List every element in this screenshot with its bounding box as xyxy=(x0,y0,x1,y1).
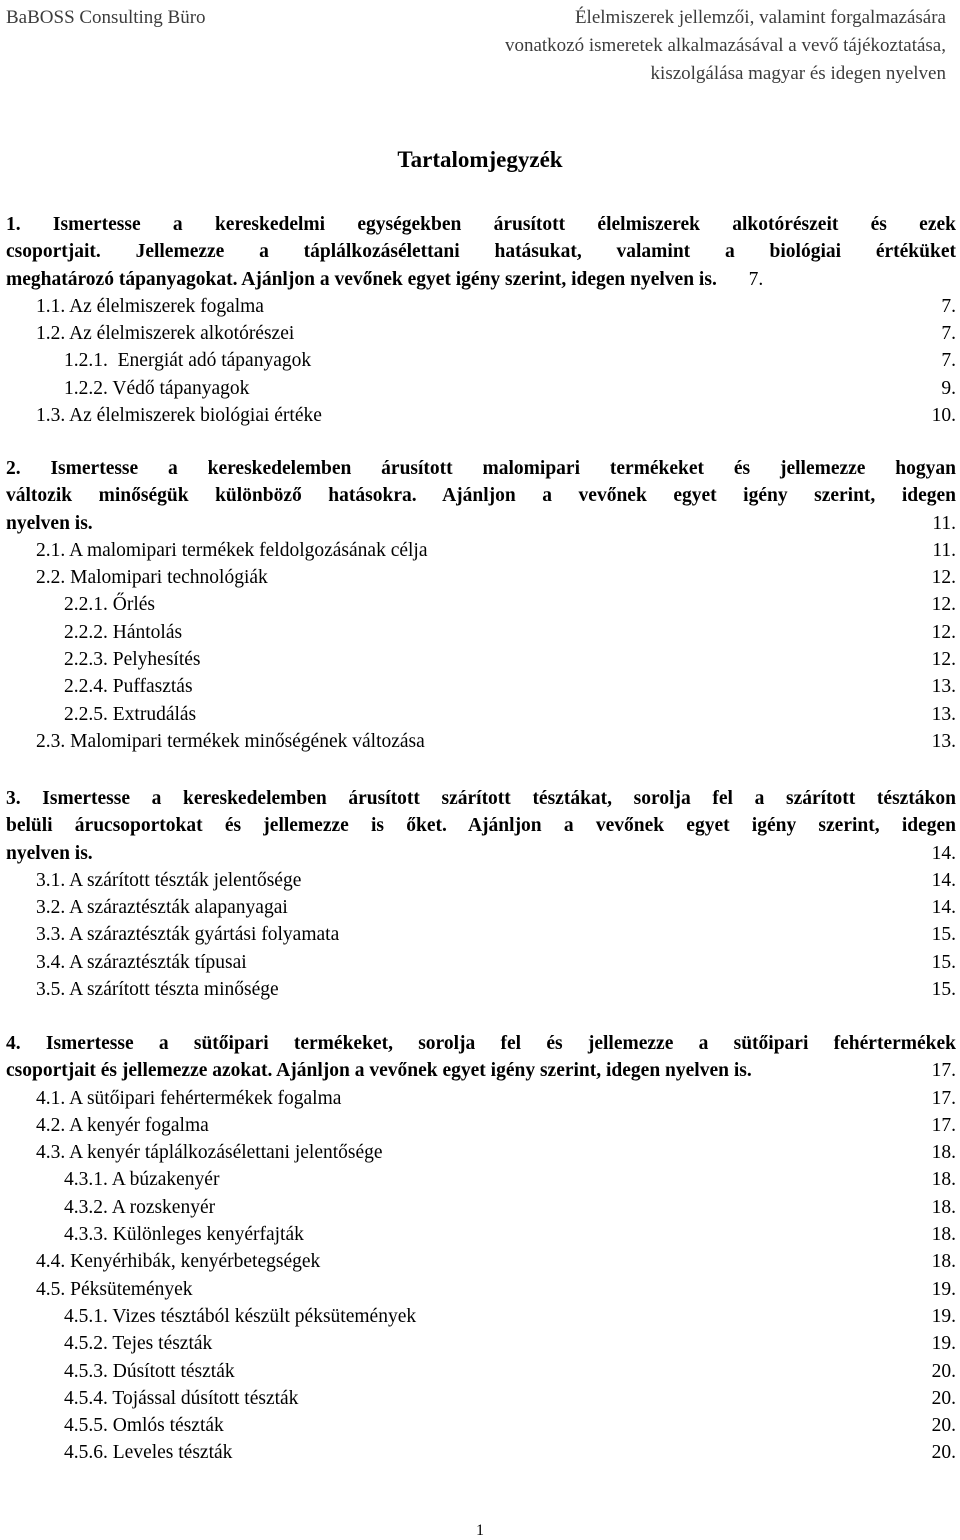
toc-entry-title: Különleges kenyérfajták xyxy=(112,1224,304,1246)
toc-entry-page: 18. xyxy=(931,1142,956,1164)
toc-entry-number: 2.2.3. xyxy=(64,649,108,671)
toc-entry-number: 4.3. xyxy=(36,1142,66,1164)
toc-entry-title: Energiát adó tápanyagok xyxy=(117,350,312,372)
toc-entry-number: 2.3. xyxy=(36,730,66,752)
toc-heading-line: csoportjait és jellemezze azokat. Ajánljon a vevőnek egyet igény szerint, idegen nyelven is. xyxy=(6,1060,752,1082)
toc-entry-number: 4.4. xyxy=(36,1251,66,1273)
toc-entry[interactable] xyxy=(6,976,956,1003)
toc-entry[interactable] xyxy=(6,1166,956,1193)
toc-entry-title: Az élelmiszerek biológiai értéke xyxy=(69,405,322,427)
toc-entry-number: 3.2. xyxy=(36,897,66,919)
toc-entry-page: 18. xyxy=(931,1224,956,1246)
toc-entry[interactable] xyxy=(6,867,956,894)
toc-entry-page: 12. xyxy=(931,649,956,671)
toc-entry-title: Védő tápanyagok xyxy=(112,377,250,399)
toc-entry-page: 15. xyxy=(931,979,956,1001)
toc-entry-page: 7. xyxy=(941,350,956,372)
toc-heading-line[interactable]: csoportjait. Jellemezze a táplálkozásélettani hatásukat, valamint a biológiai értéküket xyxy=(6,241,956,263)
toc-entry-page: 10. xyxy=(931,405,956,427)
toc-heading-line[interactable]: 2. Ismertesse a kereskedelemben árusított malomipari termékeket és jellemezze hogyan xyxy=(6,458,956,479)
toc-entry[interactable] xyxy=(6,320,956,347)
toc-heading-page: 11. xyxy=(932,512,956,534)
toc-heading-line[interactable]: 1. Ismertesse a kereskedelmi egységekben árusított élelmiszerek alkotórészeit és ezek xyxy=(6,214,956,235)
toc-entry-page: 14. xyxy=(931,869,956,891)
toc-entry-number: 4.3.3. xyxy=(64,1224,108,1246)
toc-entry-number: 4.5.1. xyxy=(64,1305,108,1327)
toc-entry-title: Péksütemények xyxy=(70,1278,193,1300)
toc-entry-title: Dúsított tészták xyxy=(112,1360,235,1382)
toc-entry-page: 20. xyxy=(931,1442,956,1464)
toc-entry[interactable] xyxy=(6,1085,956,1112)
toc-entry-page: 20. xyxy=(931,1360,956,1382)
toc-entry-page: 11. xyxy=(932,539,956,561)
toc-entry-number: 2.2.4. xyxy=(64,676,108,698)
toc-entry-number: 2.2.5. xyxy=(64,703,108,725)
toc-heading-line[interactable]: változik minőségük különböző hatásokra. Ajánljon a vevőnek egyet igény szerint, idegen xyxy=(6,485,956,507)
toc-entry-title: A búzakenyér xyxy=(111,1169,220,1191)
toc-entry-number: 4.5.3. xyxy=(64,1360,108,1382)
toc-entry-page: 12. xyxy=(931,594,956,616)
toc-entry-number: 2.1. xyxy=(36,539,66,561)
toc-heading-line: meghatározó tápanyagokat. Ajánljon a vevőnek egyet igény szerint, idegen nyelven is. xyxy=(6,268,717,290)
toc-entry-title: A száraztészták típusai xyxy=(69,951,247,973)
toc-heading-last-line[interactable] xyxy=(6,1057,956,1084)
toc-entry[interactable] xyxy=(6,1248,956,1275)
toc-entry-title: A szárított tészták jelentősége xyxy=(69,869,302,891)
toc-entry-number: 1.3. xyxy=(36,405,66,427)
header-left: BaBOSS Consulting Büro xyxy=(6,7,206,28)
toc-entry-title: A kenyér fogalma xyxy=(69,1114,209,1136)
toc-heading-page: 7. xyxy=(748,268,764,290)
toc-entry-number: 4.5.4. xyxy=(64,1387,108,1409)
toc-heading-last-line[interactable] xyxy=(6,510,956,537)
toc-entry-title: Puffasztás xyxy=(112,676,193,698)
toc-entry[interactable] xyxy=(6,1194,956,1221)
toc-entry-number: 4.1. xyxy=(36,1087,66,1109)
toc-entry-page: 18. xyxy=(931,1251,956,1273)
toc-entry[interactable] xyxy=(6,1412,956,1439)
toc-heading-line[interactable]: 4. Ismertesse a sütőipari termékeket, sorolja fel és jellemezze a sütőipari fehértermékek xyxy=(6,1033,956,1054)
toc-entry[interactable] xyxy=(6,1385,956,1412)
toc-entry[interactable] xyxy=(6,921,956,948)
toc-heading-last-line[interactable] xyxy=(6,840,956,867)
toc-entry[interactable] xyxy=(6,894,956,921)
toc-entry[interactable] xyxy=(6,347,956,374)
toc-entry[interactable] xyxy=(6,673,956,700)
toc-heading-page: 17. xyxy=(931,1060,956,1082)
toc-entry-title: Leveles tészták xyxy=(112,1442,233,1464)
toc-entry[interactable] xyxy=(6,375,956,402)
toc-entry[interactable] xyxy=(6,591,956,618)
toc-entry-number: 4.2. xyxy=(36,1114,66,1136)
toc-entry-title: A sütőipari fehértermékek fogalma xyxy=(69,1087,342,1109)
toc-entry-page: 13. xyxy=(931,676,956,698)
toc-entry-page: 13. xyxy=(931,730,956,752)
toc-entry-number: 2.2. xyxy=(36,567,66,589)
toc-entry-number: 4.3.2. xyxy=(64,1196,108,1218)
toc-entry-title: A száraztészták gyártási folyamata xyxy=(69,924,340,946)
toc-entry-page: 17. xyxy=(931,1087,956,1109)
toc-heading-line: nyelven is. xyxy=(6,842,93,864)
page-number: 1 xyxy=(476,1522,484,1539)
toc-entry[interactable] xyxy=(6,1112,956,1139)
toc-entry-number: 4.5.2. xyxy=(64,1333,108,1355)
toc-entry-page: 19. xyxy=(931,1278,956,1300)
toc-entry-title: Omlós tészták xyxy=(112,1415,224,1437)
toc-entry-title: Hántolás xyxy=(112,621,183,643)
toc-entry[interactable] xyxy=(6,728,956,755)
toc-entry[interactable] xyxy=(6,949,956,976)
toc-heading-line[interactable]: 3. Ismertesse a kereskedelemben árusított szárított tésztákat, sorolja fel a szárított tésztákon xyxy=(6,788,956,809)
toc-entry-title: A malomipari termékek feldolgozásának célja xyxy=(69,539,428,561)
toc-entry-page: 12. xyxy=(931,567,956,589)
toc-entry-number: 1.2.1. xyxy=(64,350,108,372)
toc-entry-number: 2.2.2. xyxy=(64,621,108,643)
toc-entry-page: 7. xyxy=(941,323,956,345)
page-title: Tartalomjegyzék xyxy=(397,147,563,172)
toc-entry-page: 12. xyxy=(931,621,956,643)
toc-entry-number: 3.3. xyxy=(36,924,66,946)
toc-entry[interactable] xyxy=(6,1139,956,1166)
toc-entry-number: 3.1. xyxy=(36,869,66,891)
toc-entry-title: A száraztészták alapanyagai xyxy=(69,897,288,919)
toc-section-2 xyxy=(6,455,956,755)
toc-entry-title: Az élelmiszerek alkotórészei xyxy=(69,323,295,345)
toc-entry-page: 9. xyxy=(941,377,956,399)
toc-section-3 xyxy=(6,785,956,1003)
toc-entry-page: 18. xyxy=(931,1169,956,1191)
toc-entry[interactable] xyxy=(6,1276,956,1303)
toc-entry-title: Az élelmiszerek fogalma xyxy=(69,295,264,317)
toc-entry[interactable] xyxy=(6,619,956,646)
toc-entry-page: 20. xyxy=(931,1415,956,1437)
toc-entry-title: A rozskenyér xyxy=(111,1196,216,1218)
toc-entry-page: 17. xyxy=(931,1114,956,1136)
header-right-line: kiszolgálása magyar és idegen nyelven xyxy=(650,63,946,84)
toc-entry-title: Malomipari technológiák xyxy=(70,567,268,589)
toc-entry-page: 7. xyxy=(941,295,956,317)
toc-entry-title: Extrudálás xyxy=(112,703,197,725)
toc-entry-number: 1.1. xyxy=(36,295,66,317)
toc-entry[interactable] xyxy=(6,646,956,673)
toc-entry-title: Kenyérhibák, kenyérbetegségek xyxy=(70,1251,321,1273)
toc-entry-page: 15. xyxy=(931,924,956,946)
toc-heading-line[interactable]: belüli árucsoportokat és jellemezze is őket. Ajánljon a vevőnek egyet igény szerint, idegen xyxy=(6,815,956,837)
toc-entry-page: 15. xyxy=(931,951,956,973)
toc-entry-title: Pelyhesítés xyxy=(112,649,201,671)
toc-entry[interactable] xyxy=(6,1221,956,1248)
toc-entry-page: 19. xyxy=(931,1305,956,1327)
header-right-line: vonatkozó ismeretek alkalmazásával a vevő tájékoztatása, xyxy=(504,35,946,56)
toc-entry[interactable] xyxy=(6,1330,956,1357)
toc-entry-title: A szárított tészta minősége xyxy=(69,979,279,1001)
toc-entry[interactable] xyxy=(6,1439,956,1466)
toc-section-1 xyxy=(6,211,956,429)
toc-entry[interactable] xyxy=(6,293,956,320)
toc-entry[interactable] xyxy=(6,564,956,591)
toc-entry-number: 4.5.5. xyxy=(64,1415,108,1437)
toc-entry-number: 1.2. xyxy=(36,323,66,345)
toc-entry-page: 19. xyxy=(931,1333,956,1355)
toc-entry-number: 4.5.6. xyxy=(64,1442,108,1464)
toc-entry-title: Vizes tésztából készült péksütemények xyxy=(112,1305,417,1327)
toc-entry-page: 14. xyxy=(931,897,956,919)
toc-entry-page: 13. xyxy=(931,703,956,725)
toc-section-4 xyxy=(6,1030,956,1467)
toc-entry-number: 4.5. xyxy=(36,1278,66,1300)
toc-entry[interactable] xyxy=(6,1303,956,1330)
toc-entry[interactable] xyxy=(6,537,956,564)
toc-heading-line: nyelven is. xyxy=(6,512,93,534)
toc-heading-page: 14. xyxy=(931,842,956,864)
toc-entry-page: 20. xyxy=(931,1387,956,1409)
toc-entry-page: 18. xyxy=(931,1196,956,1218)
toc-entry-title: Malomipari termékek minőségének változása xyxy=(70,730,425,752)
toc-entry-title: Őrlés xyxy=(112,594,155,616)
toc-entry-number: 3.4. xyxy=(36,951,66,973)
header-right-line: Élelmiszerek jellemzői, valamint forgalmazására xyxy=(574,7,946,28)
toc-entry-title: A kenyér táplálkozásélettani jelentősége xyxy=(69,1142,383,1164)
toc-entry-title: Tojással dúsított tészták xyxy=(112,1387,299,1409)
toc-entry-number: 4.3.1. xyxy=(64,1169,108,1191)
toc-entry[interactable] xyxy=(6,1358,956,1385)
header-right xyxy=(505,4,946,88)
toc-entry-number: 2.2.1. xyxy=(64,594,108,616)
toc-entry-number: 1.2.2. xyxy=(64,377,108,399)
toc-entry-number: 3.5. xyxy=(36,979,66,1001)
toc-entry[interactable] xyxy=(6,402,956,429)
toc-entry[interactable] xyxy=(6,701,956,728)
toc-heading-last-line[interactable] xyxy=(6,266,956,293)
toc-entry-title: Tejes tészták xyxy=(112,1333,213,1355)
